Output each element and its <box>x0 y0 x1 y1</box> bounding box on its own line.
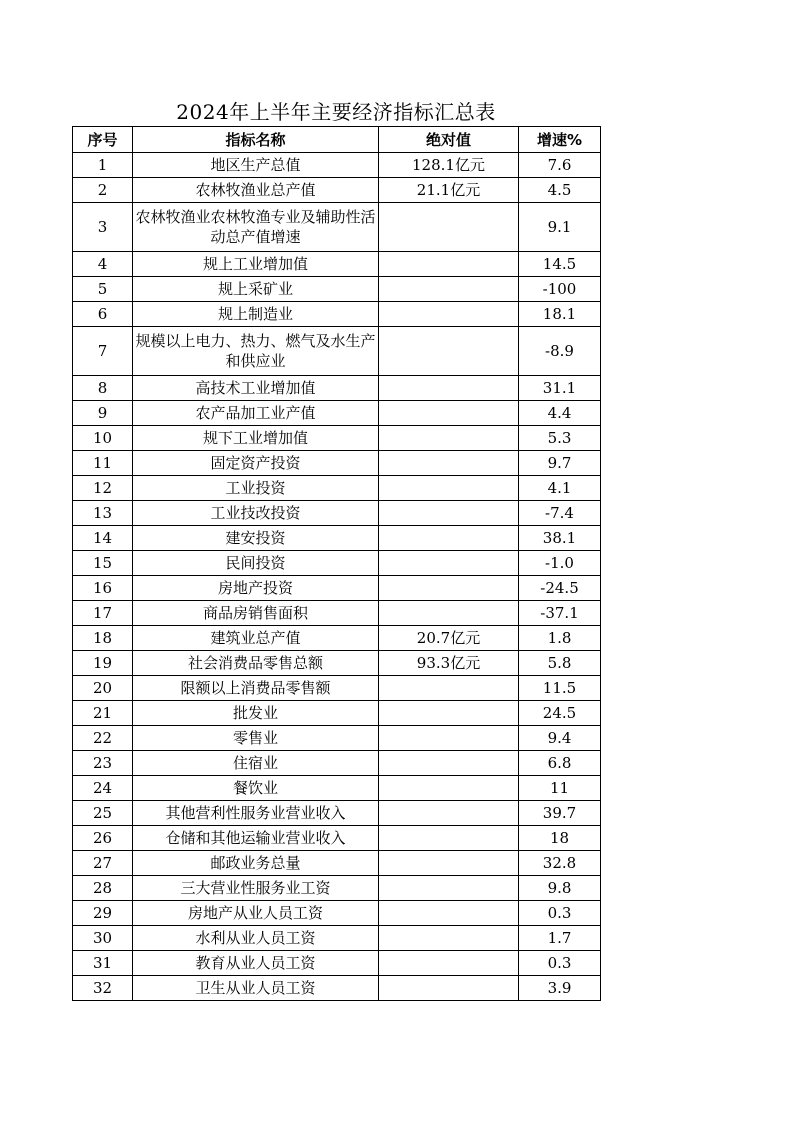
absolute-value-cell: 20.7亿元 <box>379 626 519 651</box>
indicator-name-cell: 零售业 <box>133 726 379 751</box>
row-number-cell: 27 <box>73 851 133 876</box>
row-number-cell: 31 <box>73 951 133 976</box>
indicator-name-cell: 农产品加工业产值 <box>133 401 379 426</box>
growth-rate-cell: 24.5 <box>519 701 601 726</box>
absolute-value-cell <box>379 451 519 476</box>
table-row <box>73 501 601 526</box>
growth-rate-cell: 9.7 <box>519 451 601 476</box>
absolute-value-cell <box>379 801 519 826</box>
indicator-name-cell: 批发业 <box>133 701 379 726</box>
table-row <box>73 826 601 851</box>
row-number-cell: 9 <box>73 401 133 426</box>
indicator-name-cell: 民间投资 <box>133 551 379 576</box>
table-row <box>73 426 601 451</box>
absolute-value-cell <box>379 551 519 576</box>
table-row <box>73 401 601 426</box>
table-row <box>73 901 601 926</box>
row-number-cell: 15 <box>73 551 133 576</box>
indicator-name-cell: 规上采矿业 <box>133 277 379 302</box>
growth-rate-cell: -8.9 <box>519 327 601 376</box>
absolute-value-cell <box>379 726 519 751</box>
absolute-value-cell <box>379 526 519 551</box>
row-number-cell: 17 <box>73 601 133 626</box>
row-number-cell: 14 <box>73 526 133 551</box>
growth-rate-cell: 14.5 <box>519 252 601 277</box>
indicator-name-cell: 其他营利性服务业营业收入 <box>133 801 379 826</box>
row-number-cell: 29 <box>73 901 133 926</box>
header-growth: 增速% <box>519 127 601 153</box>
absolute-value-cell <box>379 826 519 851</box>
row-number-cell: 21 <box>73 701 133 726</box>
row-number-cell: 13 <box>73 501 133 526</box>
table-row <box>73 951 601 976</box>
growth-rate-cell: 4.1 <box>519 476 601 501</box>
absolute-value-cell <box>379 676 519 701</box>
table-row <box>73 926 601 951</box>
row-number-cell: 26 <box>73 826 133 851</box>
row-number-cell: 11 <box>73 451 133 476</box>
absolute-value-cell <box>379 302 519 327</box>
growth-rate-cell: 6.8 <box>519 751 601 776</box>
indicator-name-cell: 三大营业性服务业工资 <box>133 876 379 901</box>
table-row <box>73 701 601 726</box>
row-number-cell: 22 <box>73 726 133 751</box>
table-row <box>73 976 601 1001</box>
row-number-cell: 25 <box>73 801 133 826</box>
indicator-name-cell: 住宿业 <box>133 751 379 776</box>
indicator-name-cell: 社会消费品零售总额 <box>133 651 379 676</box>
row-number-cell: 8 <box>73 376 133 401</box>
indicator-name-cell: 农林牧渔业总产值 <box>133 178 379 203</box>
absolute-value-cell <box>379 926 519 951</box>
indicator-table <box>72 126 601 1001</box>
row-number-cell: 5 <box>73 277 133 302</box>
indicator-name-cell: 商品房销售面积 <box>133 601 379 626</box>
absolute-value-cell <box>379 327 519 376</box>
indicator-name-cell: 固定资产投资 <box>133 451 379 476</box>
absolute-value-cell <box>379 252 519 277</box>
indicator-name-cell: 建安投资 <box>133 526 379 551</box>
table-row <box>73 277 601 302</box>
row-number-cell: 20 <box>73 676 133 701</box>
indicator-name-cell: 房地产从业人员工资 <box>133 901 379 926</box>
table-row <box>73 726 601 751</box>
growth-rate-cell: 1.8 <box>519 626 601 651</box>
table-row <box>73 302 601 327</box>
absolute-value-cell <box>379 601 519 626</box>
absolute-value-cell <box>379 426 519 451</box>
indicator-name-cell: 工业技改投资 <box>133 501 379 526</box>
table-row <box>73 376 601 401</box>
growth-rate-cell: 39.7 <box>519 801 601 826</box>
growth-rate-cell: 9.1 <box>519 203 601 252</box>
indicator-name-cell: 规下工业增加值 <box>133 426 379 451</box>
growth-rate-cell: 11 <box>519 776 601 801</box>
row-number-cell: 30 <box>73 926 133 951</box>
absolute-value-cell <box>379 701 519 726</box>
table-row <box>73 676 601 701</box>
growth-rate-cell: -37.1 <box>519 601 601 626</box>
header-name: 指标名称 <box>133 127 379 153</box>
table-row <box>73 327 601 376</box>
indicator-name-cell: 水利从业人员工资 <box>133 926 379 951</box>
growth-rate-cell: -7.4 <box>519 501 601 526</box>
growth-rate-cell: 5.3 <box>519 426 601 451</box>
absolute-value-cell <box>379 751 519 776</box>
growth-rate-cell: -100 <box>519 277 601 302</box>
growth-rate-cell: 18 <box>519 826 601 851</box>
table-row <box>73 751 601 776</box>
absolute-value-cell <box>379 901 519 926</box>
growth-rate-cell: -1.0 <box>519 551 601 576</box>
table-row <box>73 626 601 651</box>
indicator-name-cell: 规上制造业 <box>133 302 379 327</box>
indicator-name-cell: 房地产投资 <box>133 576 379 601</box>
row-number-cell: 32 <box>73 976 133 1001</box>
absolute-value-cell: 21.1亿元 <box>379 178 519 203</box>
row-number-cell: 4 <box>73 252 133 277</box>
row-number-cell: 1 <box>73 153 133 178</box>
indicator-name-cell: 邮政业务总量 <box>133 851 379 876</box>
table-row <box>73 601 601 626</box>
table-row <box>73 526 601 551</box>
header-absolute: 绝对值 <box>379 127 519 153</box>
table-row <box>73 451 601 476</box>
table-body <box>73 153 601 1001</box>
row-number-cell: 6 <box>73 302 133 327</box>
table-row <box>73 203 601 252</box>
indicator-name-cell: 工业投资 <box>133 476 379 501</box>
indicator-name-cell: 规上工业增加值 <box>133 252 379 277</box>
row-number-cell: 16 <box>73 576 133 601</box>
growth-rate-cell: 31.1 <box>519 376 601 401</box>
indicator-name-cell: 仓储和其他运输业营业收入 <box>133 826 379 851</box>
growth-rate-cell: 4.4 <box>519 401 601 426</box>
growth-rate-cell: -24.5 <box>519 576 601 601</box>
table-row <box>73 576 601 601</box>
row-number-cell: 19 <box>73 651 133 676</box>
indicator-name-cell: 建筑业总产值 <box>133 626 379 651</box>
table-row <box>73 776 601 801</box>
absolute-value-cell <box>379 776 519 801</box>
indicator-name-cell: 教育从业人员工资 <box>133 951 379 976</box>
growth-rate-cell: 3.9 <box>519 976 601 1001</box>
indicator-name-cell: 餐饮业 <box>133 776 379 801</box>
growth-rate-cell: 9.4 <box>519 726 601 751</box>
growth-rate-cell: 4.5 <box>519 178 601 203</box>
indicator-name-cell: 规模以上电力、热力、燃气及水生产和供应业 <box>133 327 379 376</box>
absolute-value-cell <box>379 851 519 876</box>
table-row <box>73 876 601 901</box>
indicator-name-cell: 限额以上消费品零售额 <box>133 676 379 701</box>
row-number-cell: 7 <box>73 327 133 376</box>
growth-rate-cell: 5.8 <box>519 651 601 676</box>
page-title: 2024年上半年主要经济指标汇总表 <box>176 100 496 124</box>
growth-rate-cell: 18.1 <box>519 302 601 327</box>
row-number-cell: 10 <box>73 426 133 451</box>
indicator-name-cell: 高技术工业增加值 <box>133 376 379 401</box>
row-number-cell: 2 <box>73 178 133 203</box>
table-row <box>73 252 601 277</box>
absolute-value-cell: 93.3亿元 <box>379 651 519 676</box>
table-row <box>73 551 601 576</box>
growth-rate-cell: 38.1 <box>519 526 601 551</box>
absolute-value-cell <box>379 976 519 1001</box>
row-number-cell: 23 <box>73 751 133 776</box>
row-number-cell: 24 <box>73 776 133 801</box>
absolute-value-cell <box>379 277 519 302</box>
growth-rate-cell: 11.5 <box>519 676 601 701</box>
growth-rate-cell: 0.3 <box>519 951 601 976</box>
absolute-value-cell <box>379 501 519 526</box>
row-number-cell: 28 <box>73 876 133 901</box>
absolute-value-cell <box>379 576 519 601</box>
table-row <box>73 851 601 876</box>
absolute-value-cell <box>379 401 519 426</box>
absolute-value-cell: 128.1亿元 <box>379 153 519 178</box>
table-row <box>73 651 601 676</box>
row-number-cell: 12 <box>73 476 133 501</box>
table-row <box>73 153 601 178</box>
growth-rate-cell: 1.7 <box>519 926 601 951</box>
row-number-cell: 3 <box>73 203 133 252</box>
indicator-name-cell: 地区生产总值 <box>133 153 379 178</box>
absolute-value-cell <box>379 876 519 901</box>
absolute-value-cell <box>379 951 519 976</box>
indicator-name-cell: 卫生从业人员工资 <box>133 976 379 1001</box>
table-header-row <box>73 127 601 153</box>
indicator-name-cell: 农林牧渔业农林牧渔专业及辅助性活动总产值增速 <box>133 203 379 252</box>
absolute-value-cell <box>379 476 519 501</box>
absolute-value-cell <box>379 203 519 252</box>
header-no: 序号 <box>73 127 133 153</box>
growth-rate-cell: 7.6 <box>519 153 601 178</box>
row-number-cell: 18 <box>73 626 133 651</box>
growth-rate-cell: 9.8 <box>519 876 601 901</box>
table-row <box>73 178 601 203</box>
growth-rate-cell: 0.3 <box>519 901 601 926</box>
absolute-value-cell <box>379 376 519 401</box>
table-row <box>73 476 601 501</box>
growth-rate-cell: 32.8 <box>519 851 601 876</box>
table-row <box>73 801 601 826</box>
